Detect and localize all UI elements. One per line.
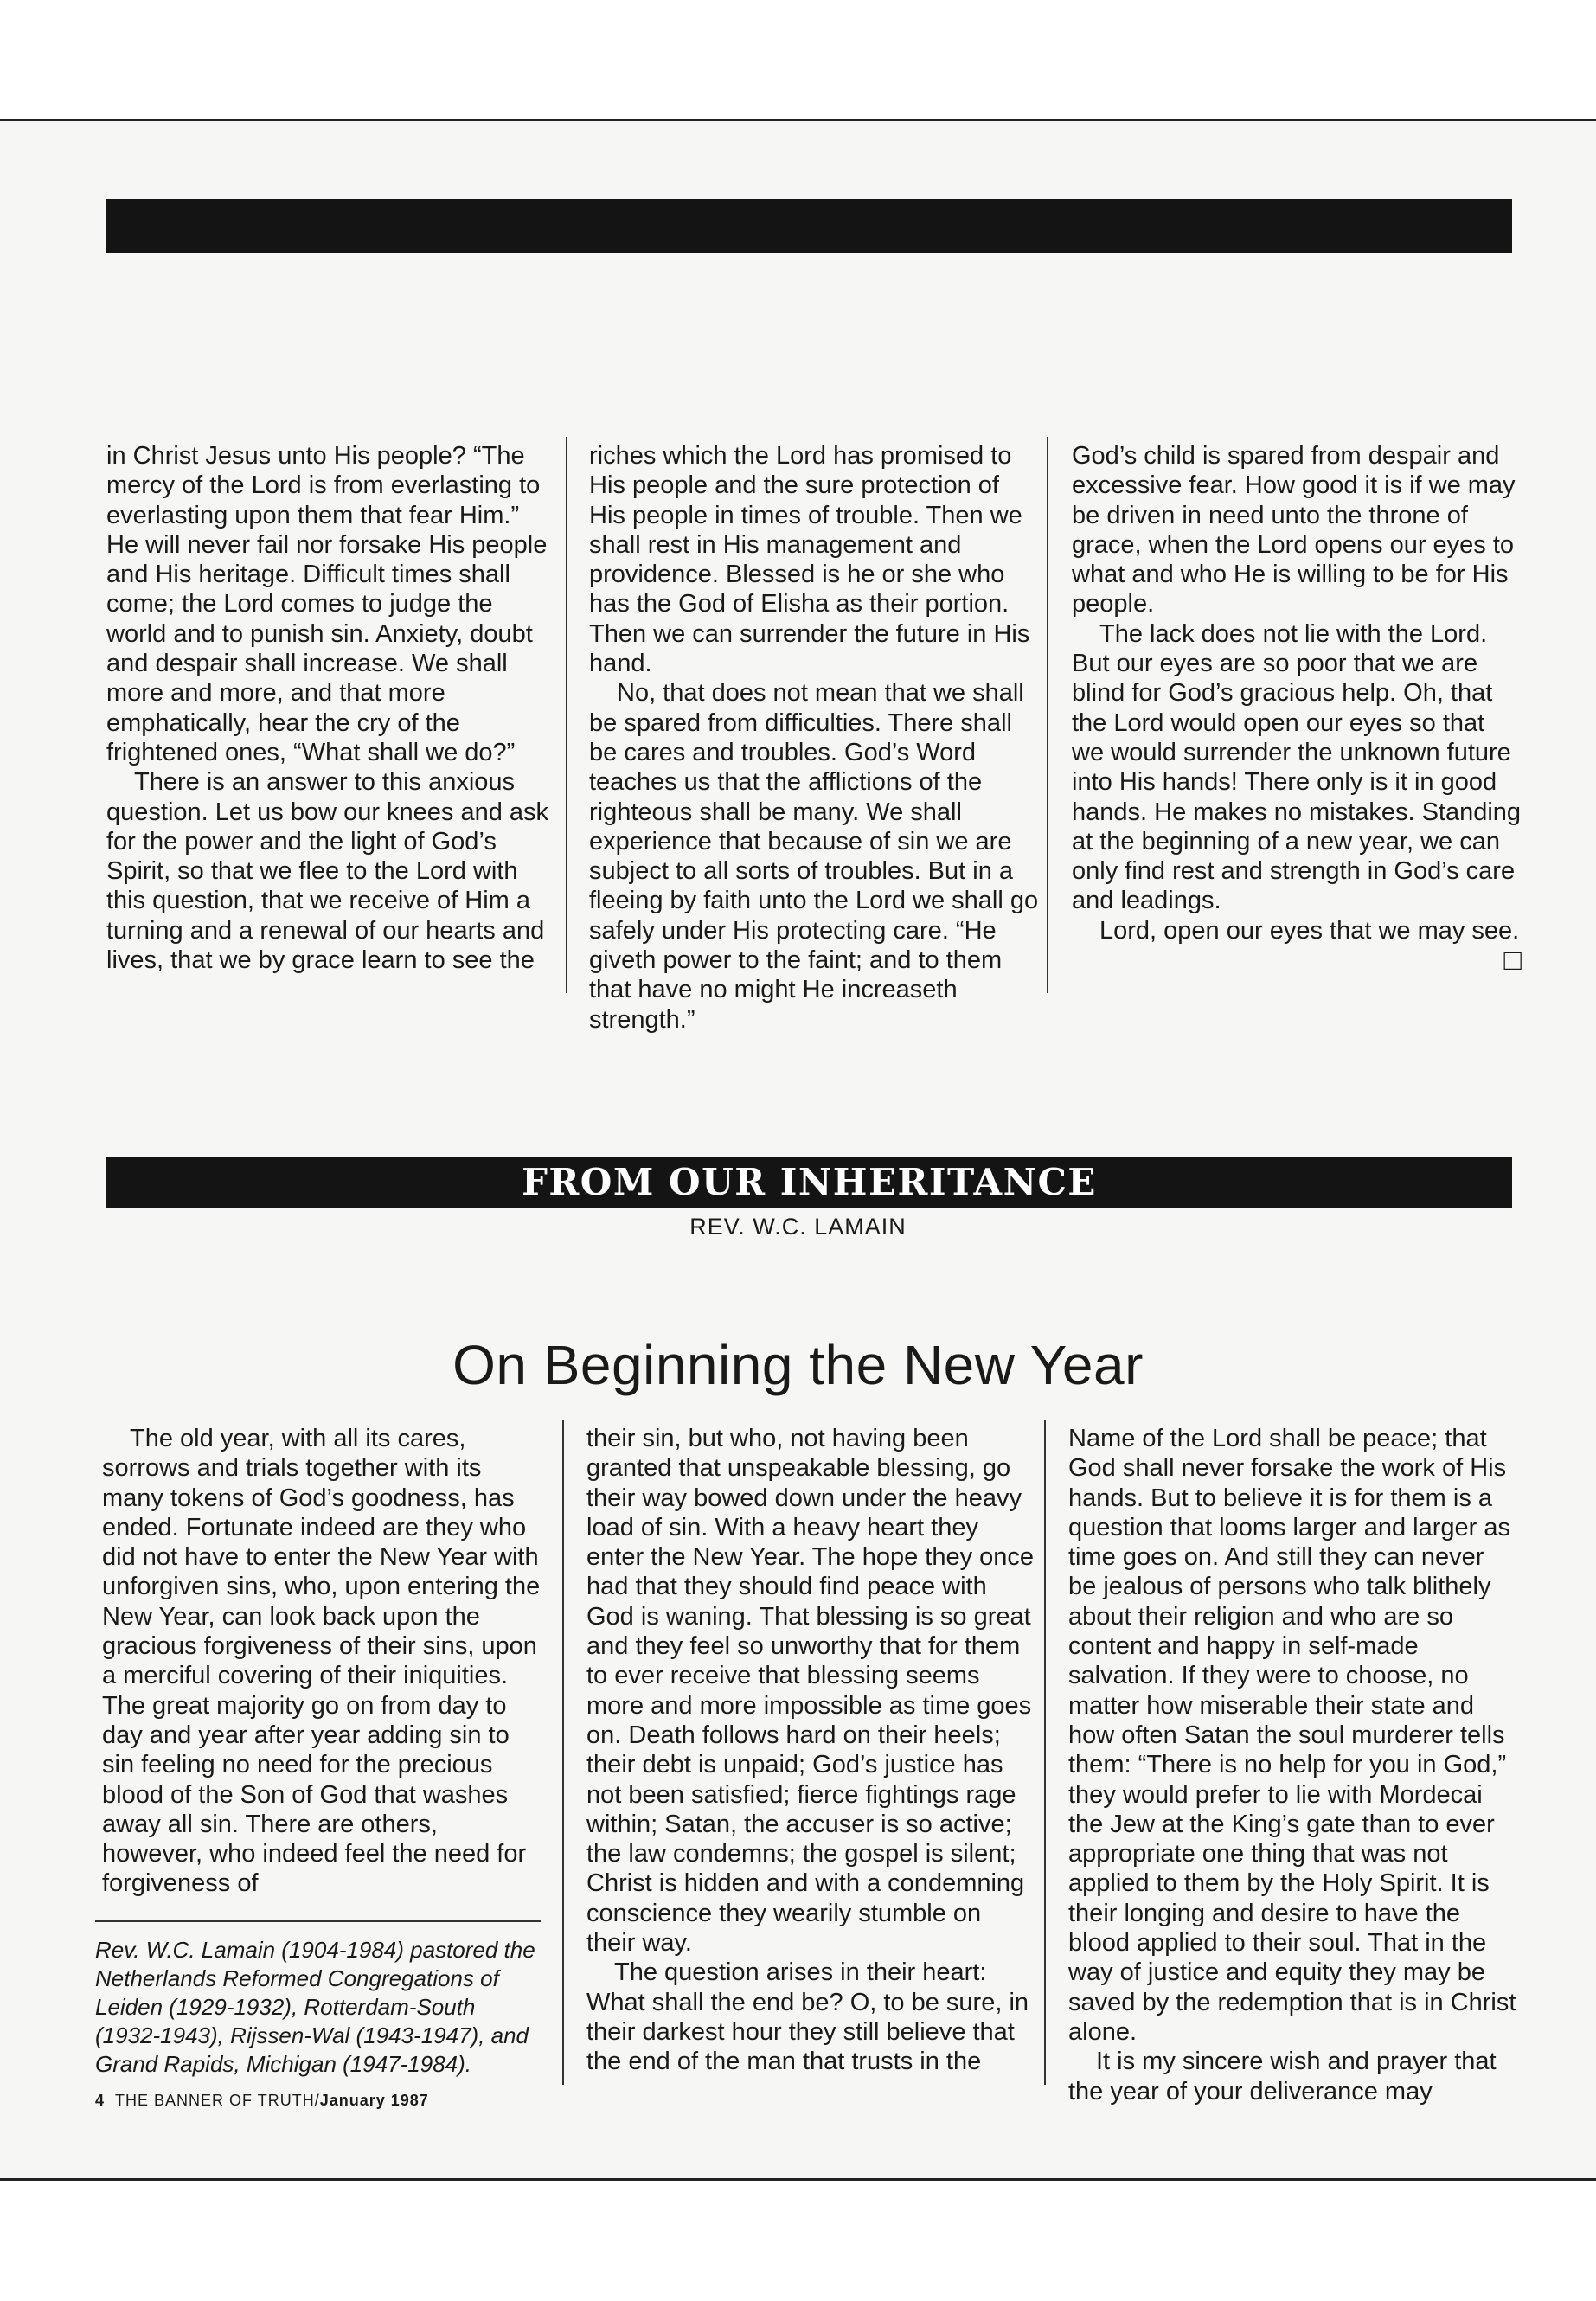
top-black-bar — [106, 199, 1512, 253]
paragraph: their sin, but who, not having been granted that unspeakable blessing, go their way bowed down under the heavy load of sin. With a heavy heart they enter the New Year. The hope they once had that they should find peace with God is waning. That blessing is so great and they feel so unworthy that for them to ever receive that blessing seems more and more impossible as time goes on. Death follows hard on their heels; their debt is unpaid; God’s justice has not been satisfied; fierce fightings rage within; Satan, the accuser is so active; the law condemns; the gospel is silent; Christ is hidden and with a condemning conscience they wearily stumble on their way. — [586, 1425, 1035, 1958]
author-byline: REV. W.C. LAMAIN — [689, 1214, 907, 1240]
paragraph: There is an answer to this anxious question. Let us bow our knees and ask for the power and the light of God’s Spirit, so that we flee to the Lord with this question, that we receive of Him a turning and a renewal of our hearts and lives, that we by grace learn to see the — [106, 768, 549, 975]
paragraph: The lack does not lie with the Lord. But our eyes are so poor that we are blind for God’s gracious help. Oh, that the Lord would open our eyes so that we would surrender the unknown future into His hands! There only is it in good hands. He makes no mistakes. Standing at the beginning of a new year, we can only find rest and strength in God’s care and leadings. — [1072, 619, 1522, 915]
paragraph: The question arises in their heart: What shall the end be? O, to be sure, in their darkest hour they still believe that the end of the man that trusts in the — [586, 1958, 1029, 2076]
paragraph: God’s child is spared from despair and excessive fear. How good it is if we may be driven in need unto the throne of grace, when the Lord opens our eyes to what and who He is willing to be for His people. — [1072, 442, 1516, 619]
column-divider — [1047, 437, 1048, 993]
publication-name: THE BANNER OF TRUTH/ — [115, 2092, 320, 2109]
column-divider — [1044, 1420, 1046, 2085]
top-column-1 — [106, 441, 556, 975]
section-title: FROM OUR INHERITANCE — [522, 1161, 1097, 1203]
column-divider — [562, 1420, 564, 2085]
author-footnote: Rev. W.C. Lamain (1904-1984) pastored the Netherlands Reformed Congregations of Leiden (1929-1932), Rotterdam-South (1932-1943), Rijssen-Wal (1943-1947), and Grand Rapids, Michigan (1947-1984). — [95, 1937, 535, 2077]
column-divider — [566, 437, 567, 993]
paragraph: No, that does not mean that we shall be spared from difficulties. There shall be cares and troubles. God’s Word teaches us that the afflictions of the righteous shall be many. We shall experience that because of sin we are subject to all sorts of troubles. But in a fleeing by faith unto the Lord we shall go safely under His protecting care. “He giveth power to the faint; and to them that have no might He increaseth strength.” — [589, 679, 1039, 1034]
top-column-2 — [589, 441, 1039, 1035]
paragraph: Name of the Lord shall be peace; that God shall never forsake the work of His hands. But to believe it is for them is a question that looms larger and larger as time goes on. And still they can never be jealous of persons who talk blithely about their religion and who are so content and happy in self-made salvation. If they were to choose, no matter how miserable their state and how often Satan the soul murderer tells them: “There is no help for you in God,” they would prefer to lie with Mordecai the Jew at the King’s gate than to ever appropriate one thing that was not applied to them by the Holy Spirit. It is their longing and desire to have the blood applied to their soul. That in the way of justice and equity they may be saved by the redemption that is in Christ alone. — [1068, 1425, 1516, 2046]
article-column-2 — [586, 1424, 1036, 2077]
paragraph: The old year, with all its cares, sorrows and trials together with its many tokens of God’s goodness, has ended. Fortunate indeed are they who did not have to enter the New Year with unforgiven sins, who, upon entering the New Year, can look back upon the gracious forgiveness of their sins, upon a merciful covering of their iniquities. The great majority go on from day to day and year after year adding sin to sin feeling no need for the precious blood of the Son of God that washes away all sin. There are others, however, who indeed feel the need for forgiveness of — [102, 1425, 541, 1898]
end-mark-icon: □ — [1503, 944, 1522, 977]
article-headline: On Beginning the New Year — [452, 1334, 1144, 1396]
paragraph: Lord, open our eyes that we may see. — [1099, 916, 1520, 945]
paragraph: It is my sincere wish and prayer that the year of your deliverance may — [1068, 2048, 1497, 2106]
section-banner — [106, 1157, 1512, 1208]
article-column-3 — [1068, 1424, 1518, 2106]
issue-date: January 1987 — [319, 2092, 429, 2109]
article-column-1 — [102, 1424, 545, 1899]
footnote-rule — [95, 1920, 541, 1922]
page-footer — [95, 2092, 429, 2110]
paragraph: riches which the Lord has promised to His people and the sure protection of His people in times of trouble. Then we shall rest in His management and providence. Blessed is he or she who has the God of Elisha as their portion. Then we can surrender the future in His hand. — [589, 442, 1030, 678]
paragraph: in Christ Jesus unto His people? “The mercy of the Lord is from everlasting to everlasting upon them that fear Him.” He will never fail nor forsake His people and His heritage. Difficult times shall come; the Lord comes to judge the world and to punish sin. Anxiety, doubt and despair shall increase. We shall more and more, and that more emphatically, hear the cry of the frightened ones, “What shall we do?” — [106, 442, 548, 766]
top-column-3 — [1072, 441, 1522, 975]
page-number: 4 — [95, 2092, 106, 2109]
